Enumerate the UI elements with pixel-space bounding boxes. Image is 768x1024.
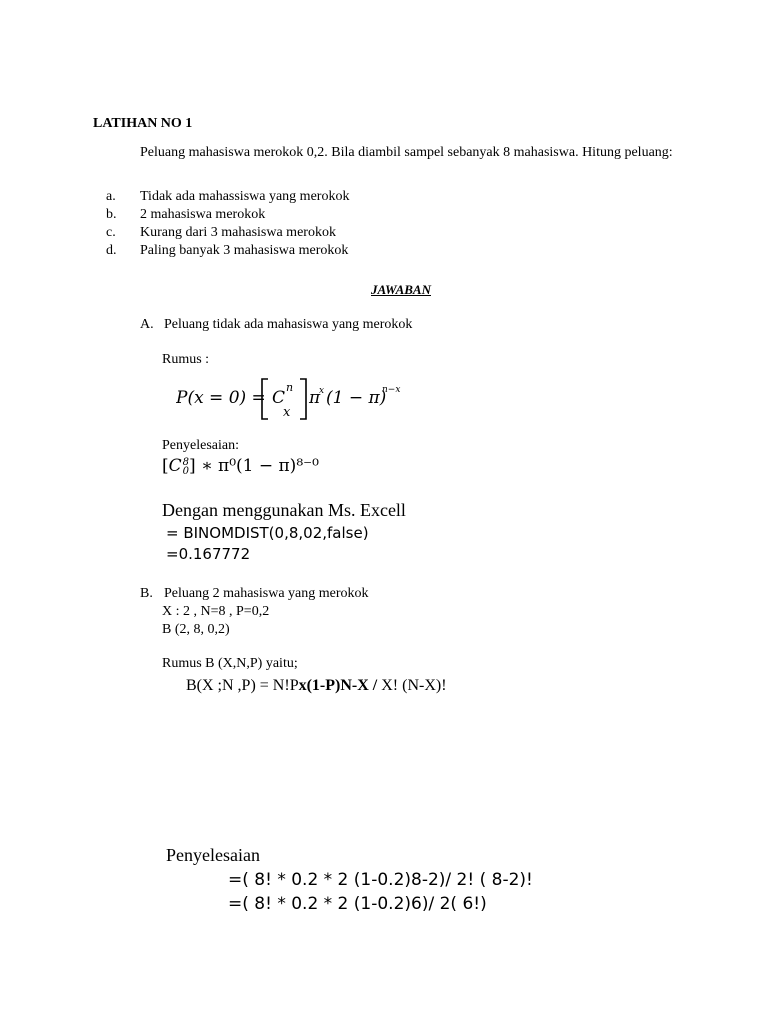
excel-result: =0.167772 (166, 545, 251, 563)
parameters-line: X : 2 , N=8 , P=0,2 (162, 604, 270, 619)
question-text: Kurang dari 3 mahasiswa merokok (140, 225, 336, 240)
penyelesaian-b-label: Penyelesaian (166, 845, 260, 865)
question-marker: a. (106, 189, 116, 204)
solution-step: =( 8! * 0.2 * 2 (1-0.2)8-2)/ 2! ( 8-2)! (228, 870, 533, 890)
question-item (106, 225, 336, 241)
excel-formula: = BINOMDIST(0,8,02,false) (166, 524, 369, 542)
formula-b-bold: x(1-P)N-X / (298, 677, 378, 694)
question-item (106, 207, 265, 223)
question-text: 2 mahasiswa merokok (140, 207, 266, 222)
formula-c: C (272, 388, 286, 408)
exercise-heading: LATIHAN NO 1 (93, 116, 193, 131)
section-marker: B. (140, 586, 153, 601)
question-item (106, 189, 349, 205)
question-text: Tidak ada mahassiswa yang merokok (140, 189, 350, 204)
problem-statement: Peluang mahasiswa merokok 0,2. Bila diambil sampel sebanyak 8 mahasiswa. Hitung peluang: (140, 145, 673, 160)
calc-sup: 8 (182, 456, 190, 468)
section-title-text: Peluang tidak ada mahasiswa yang merokok (164, 317, 413, 332)
question-marker: c. (106, 225, 116, 240)
calc-bracket: [ (162, 456, 169, 476)
formula-b-part1: B(X ;N ,P) = N!P (186, 677, 299, 694)
section-title-text: Peluang 2 mahasiswa yang merokok (164, 586, 369, 601)
question-item (106, 243, 348, 259)
solution-step: =( 8! * 0.2 * 2 (1-0.2)6)/ 2( 6!) (228, 894, 487, 914)
formula-lhs: P(x = 0) = (176, 388, 266, 408)
section-a-title (140, 317, 412, 333)
calc-rest: ] ∗ π⁰(1 − π)⁸⁻⁰ (189, 456, 319, 476)
answer-heading: JAWABAN (371, 282, 431, 297)
question-marker: b. (106, 207, 117, 222)
notation-line: B (2, 8, 0,2) (162, 622, 230, 637)
formula-exp1: x (319, 386, 325, 396)
calculation-expression (162, 456, 319, 476)
penyelesaian-label: Penyelesaian: (162, 438, 239, 453)
question-marker: d. (106, 243, 117, 258)
calc-combination: C (168, 456, 182, 476)
question-text: Paling banyak 3 mahasiswa merokok (140, 243, 349, 258)
section-marker: A. (140, 317, 154, 332)
binomial-formula-b (186, 677, 447, 695)
excel-heading: Dengan menggunakan Ms. Excell (162, 500, 406, 520)
rumus-b-label: Rumus B (X,N,P) yaitu; (162, 656, 298, 671)
formula-n: n (286, 381, 294, 394)
calc-sub: 0 (182, 465, 190, 477)
formula-exp2: n−x (382, 385, 401, 395)
formula-x: x (283, 405, 291, 420)
formula-pi: π (309, 388, 321, 408)
formula-mid: (1 − π) (326, 388, 387, 408)
binomial-formula-image (176, 373, 406, 423)
rumus-label: Rumus : (162, 352, 210, 367)
formula-b-part2: X! (N-X)! (377, 677, 447, 694)
section-b-title (140, 586, 369, 602)
